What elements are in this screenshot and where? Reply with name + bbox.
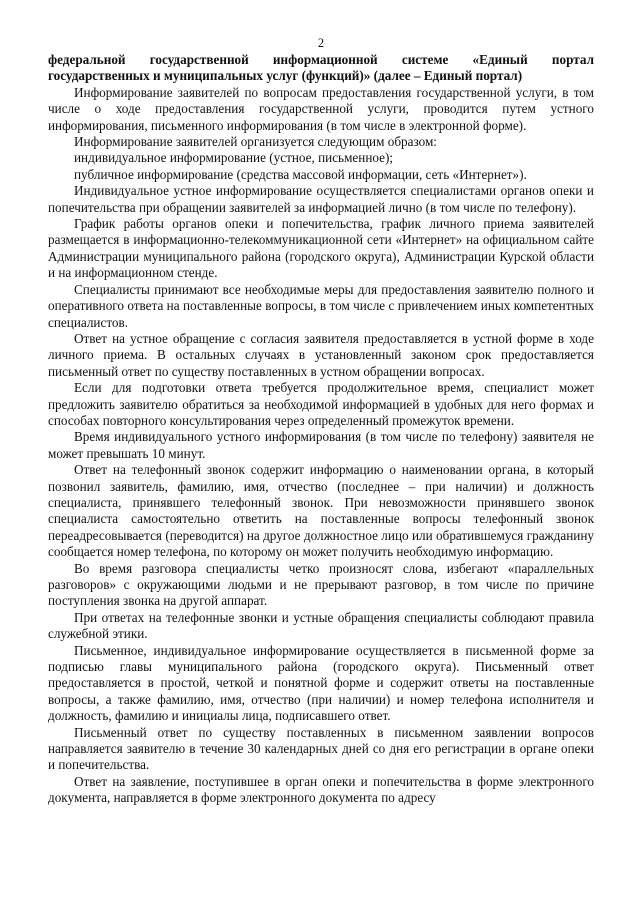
paragraph-long-preparation: Если для подготовки ответа требуется продолжительное время, специалист может предложить заявителю обратиться за необходимой информацией в удобных для него формах и способах повторного консультирования через определенный промежуток времени. bbox=[48, 380, 594, 428]
paragraph-ethics: При ответах на телефонные звонки и устные обращения специалисты соблюдают правила служебной этики. bbox=[48, 609, 594, 642]
paragraph-public: публичное информирование (средства массовой информации, сеть «Интернет»). bbox=[74, 166, 527, 182]
paragraph-conversation-rules: Во время разговора специалисты четко произносят слова, избегают «параллельных разговоров» с окружающими людьми и не прерывают разговор, в том числе по причине поступления звонка на другой аппарат. bbox=[48, 560, 594, 609]
paragraph-oral-answer: Ответ на устное обращение с согласия заявителя предоставляется в устной форме в ходе личного приема. В остальных случаях в установленный законом срок предоставляется письменный ответ по существу поставленных в устном обращении вопросах. bbox=[48, 330, 594, 379]
paragraph-specialists-measures: Специалисты принимают все необходимые меры для предоставления заявителю полного и оперативного ответа на поставленные вопросы, в том числе с привлечением иных компетентных специалистов. bbox=[48, 281, 594, 330]
paragraph-written-answer-term: Письменный ответ по существу поставленных в письменном заявлении вопросов направляется заявителю в течение 30 календарных дней со дня его регистрации в органе опеки и попечительства. bbox=[48, 724, 594, 773]
paragraph-oral-informing: Индивидуальное устное информирование осуществляется специалистами органов опеки и попечительства при обращении заявителей за информацией лично (в том числе по телефону). bbox=[48, 183, 594, 215]
paragraph-written-informing: Письменное, индивидуальное информирование осуществляется в письменной форме за подписью главы муниципального района (городского округа). Письменный ответ предоставляется в простой, четкой и понятной форме и содержит ответы на поставленные вопросы, а также фамилию, имя, отчество (при наличии) и номер телефона исполнителя и должность, фамилию и инициалы лица, подписавшего ответ. bbox=[48, 642, 594, 724]
paragraph-electronic-answer: Ответ на заявление, поступившее в орган опеки и попечительства в форме электронного документа, направляется в форме электронного документа по адресу bbox=[48, 773, 594, 806]
page-number: 2 bbox=[317, 36, 325, 50]
paragraph-organization: Информирование заявителей организуется следующим образом: bbox=[74, 134, 437, 150]
paragraph-portal-continuation: федеральной государственной информационной системе «Единый портал государственных и муниципальных услуг (функций)» (далее – Единый портал) bbox=[48, 52, 594, 84]
paragraph-informing-ways: Информирование заявителей по вопросам предоставления государственной услуги, в том числе о ходе предоставления государственной услуги, проводится путем устного информирования, письменного информирования (в том числе в электронной форме). bbox=[48, 84, 594, 133]
document-page bbox=[48, 36, 594, 807]
paragraph-time-limit: Время индивидуального устного информирования (в том числе по телефону) заявителя не может превышать 10 минут. bbox=[48, 429, 594, 461]
paragraph-phone-answer: Ответ на телефонный звонок содержит информацию о наименовании органа, в который позвонил заявитель, фамилию, имя, отчество (последнее – при наличии) и должность специалиста, принявшего телефонный звонок. При невозможности принявшего звонок специалиста самостоятельно ответить на поставленные вопросы телефонный звонок переадресовывается (переводится) на другое должностное лицо или обратившемуся гражданину сообщается номер телефона, по которому он может получить необходимую информацию. bbox=[48, 462, 594, 560]
paragraph-individual: индивидуальное информирование (устное, письменное); bbox=[74, 150, 394, 166]
paragraph-work-schedule: График работы органов опеки и попечительства, график личного приема заявителей размещается в информационно-телекоммуникационной сети «Интернет» на официальном сайте Администрации муниципального района (городского округа), Администрации Курской области и на информационном стенде. bbox=[48, 216, 594, 281]
